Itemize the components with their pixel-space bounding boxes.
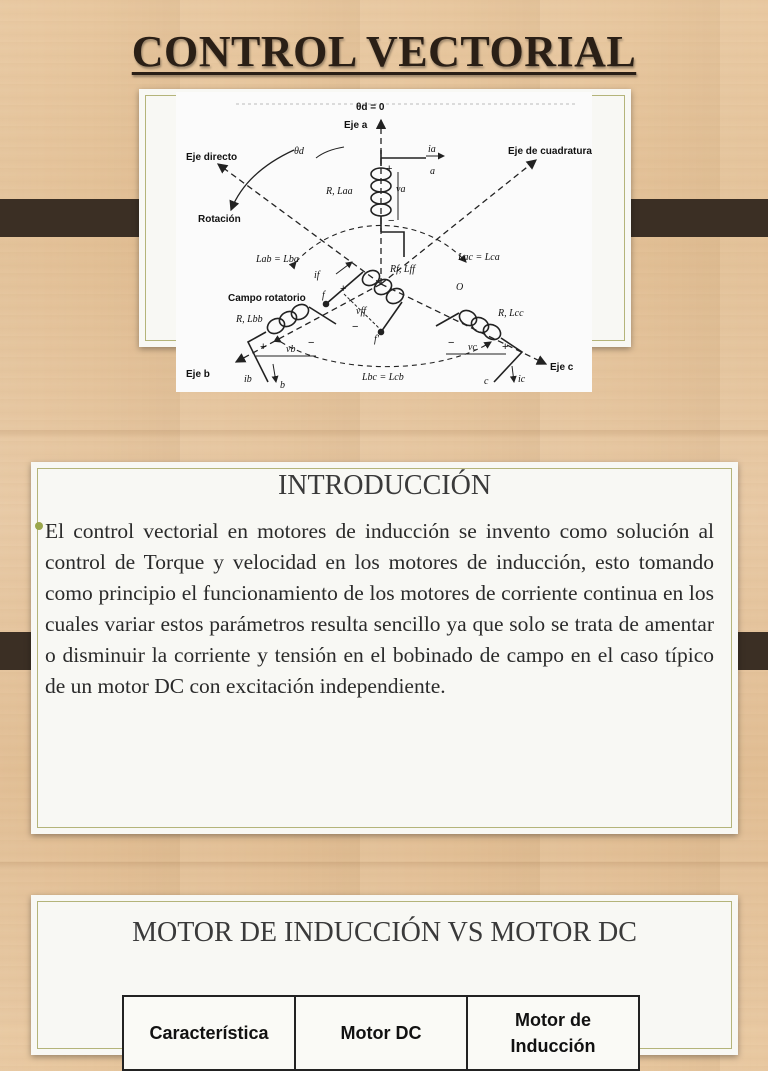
label-vb: vb [286,344,296,355]
table-header-row [123,996,639,1070]
slide-divider-2 [0,862,768,870]
label-theta-d: θd [294,146,304,157]
sign-minus-f: − [352,321,359,333]
label-o: O [456,282,464,293]
label-ic: ic [518,374,526,385]
label-eje-a: Eje a [344,120,368,131]
label-campo-rotatorio: Campo rotatorio [228,293,306,304]
table-header-cell: Motor DC [295,996,467,1070]
label-eje-directo: Eje directo [186,152,238,163]
label-r-lcc: R, Lcc [498,308,524,319]
decor-bar-right-1 [612,199,768,237]
intro-paragraph: El control vectorial en motores de inducción se invento como solución al control de Torque y velocidad en los motores de inducción, esto tomando como principio el funcionamiento de los motores de corriente continua en los cuales variar estos parámetros resulta sencillo ya que solo se trata de amentar o disminuir la corriente y tensión en el bobinado de campo en el caso típico de un motor DC con excitación independiente. [45,519,714,698]
label-r-lbb: R, Lbb [236,314,263,325]
label-f: f [322,290,325,301]
label-c: c [484,376,489,387]
page-title: CONTROL VECTORIAL [131,27,637,76]
label-theta-eq: θd = 0 [356,102,385,113]
label-b: b [280,380,285,391]
sign-minus-b: − [308,337,315,349]
diagram-svg [176,92,592,392]
label-lbc: Lbc = Lcb [362,372,404,383]
sign-minus-c: − [448,337,455,349]
label-fprime: f' [374,334,379,345]
axis-direct [218,164,381,284]
sign-minus-a: − [388,215,395,227]
sign-plus-f: + [340,283,347,295]
comparison-slide [31,895,738,1055]
label-ia: ia [428,144,436,155]
comparison-table [122,995,640,1071]
theta-arc [316,147,344,158]
table-header-cell: Motor de Inducción [467,996,639,1070]
sign-plus-b: + [260,341,267,353]
comparison-heading: MOTOR DE INDUCCIÓN VS MOTOR DC [132,917,637,948]
decor-bar-left-1 [0,199,156,237]
label-va: va [396,184,406,195]
sign-plus-a: + [386,163,393,175]
label-vc: vc [468,342,477,353]
label-eje-cuadratura: Eje de cuadratura [508,146,592,157]
sign-plus-c: + [502,341,509,353]
label-ib: ib [244,374,252,385]
slide-divider-1 [0,430,768,438]
label-rotacion: Rotación [198,214,241,225]
bullet-dot [35,522,43,530]
induction-motor-diagram [176,92,592,392]
intro-heading: INTRODUCCIÓN [277,470,492,501]
label-rf: Rf, Lff [390,264,416,275]
label-r-laa: R, Laa [326,186,353,197]
label-if: if [314,270,320,281]
label-a: a [430,166,435,177]
label-eje-b: Eje b [186,369,210,380]
label-vff: vff [356,306,366,317]
label-lac: Lac = Lca [458,252,500,263]
intro-slide [31,462,738,834]
label-eje-c: Eje c [550,362,574,373]
table-header-cell: Característica [123,996,295,1070]
label-lab: Lab = Lba [256,254,299,265]
